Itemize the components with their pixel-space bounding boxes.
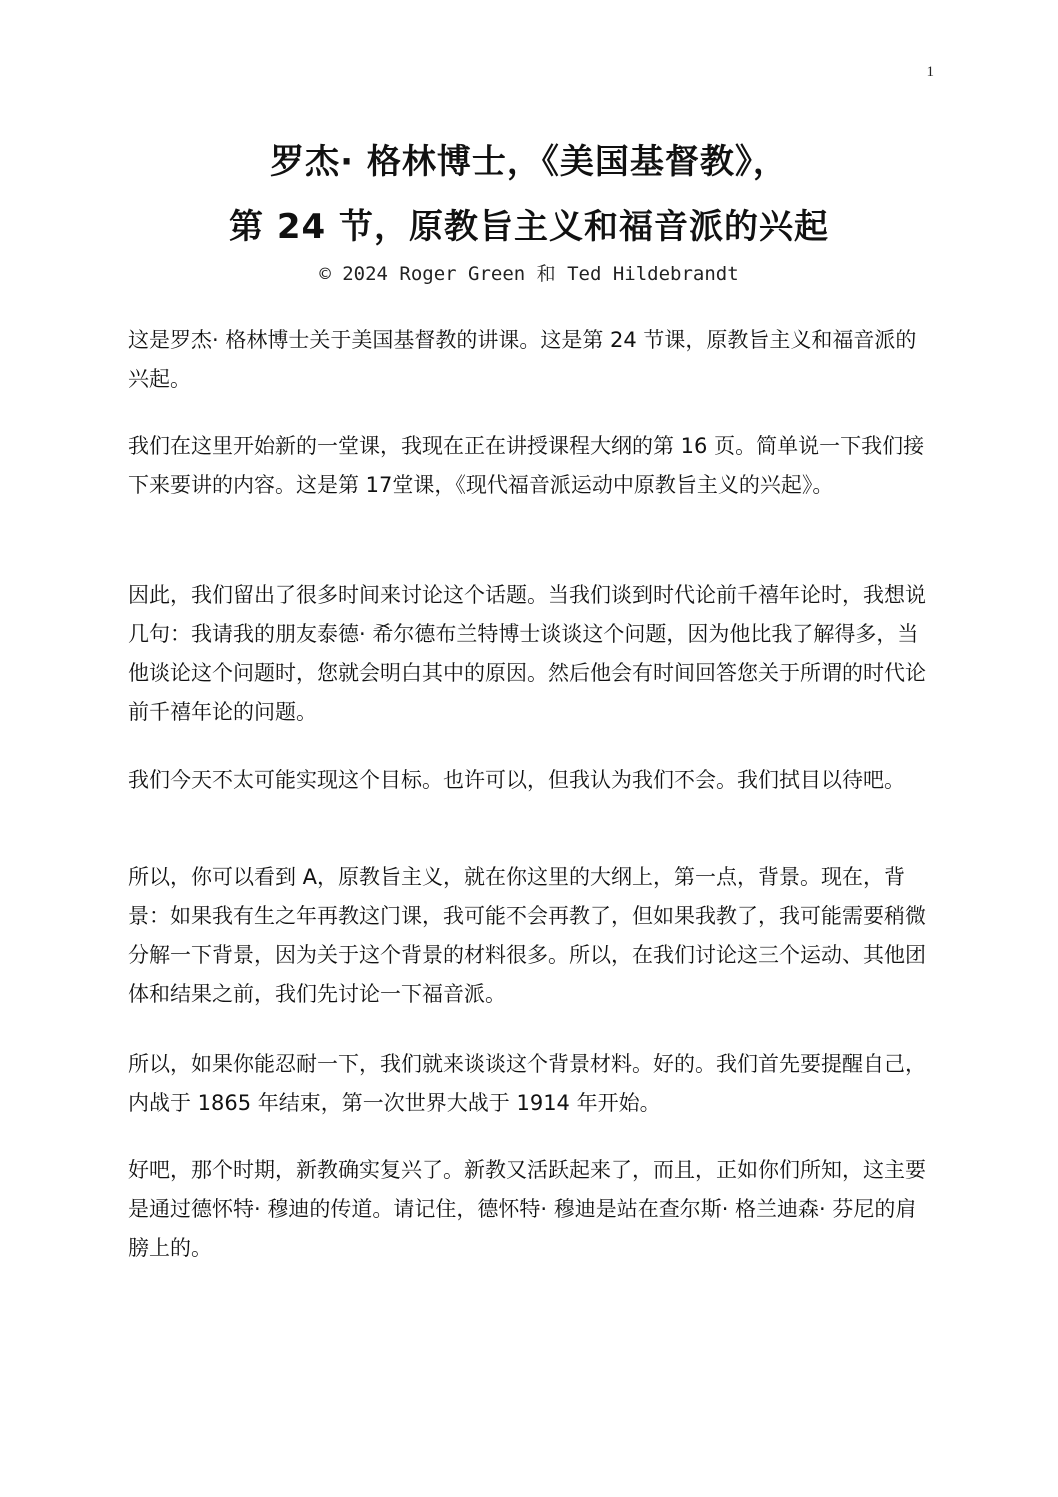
- paragraph-4: 我们今天不太可能实现这个目标。也许可以，但我认为我们不会。我们拭目以待吧。: [128, 768, 905, 792]
- paragraph-2: 我们在这里开始新的一堂课，我现在正在讲授课程大纲的第 16 页。简单说一下我们接下来要讲的内容。这是第 17堂课，《现代福音派运动中原教旨主义的兴起》。: [128, 434, 925, 497]
- copyright-notice: © 2024 Roger Green 和 Ted Hildebrandt: [319, 263, 739, 285]
- paragraph-6: 所以，如果你能忍耐一下，我们就来谈谈这个背景材料。好的。我们首先要提醒自己，内战于 1865 年结束，第一次世界大战于 1914 年开始。: [128, 1052, 926, 1115]
- paragraph-7: 好吧，那个时期，新教确实复兴了。新教又活跃起来了，而且，正如你们所知，这主要是通过德怀特· 穆迪的传道。请记住，德怀特· 穆迪是站在查尔斯· 格兰迪森· 芬尼的肩膀上的。: [128, 1158, 926, 1260]
- paragraph-3: 因此，我们留出了很多时间来讨论这个话题。当我们谈到时代论前千禧年论时，我想说几句：我请我的朋友泰德· 希尔德布兰特博士谈谈这个问题，因为他比我了解得多，当他谈论这个问题时，您就会明白其中的原因。然后他会有时间回答您关于所谓的时代论前千禧年论的问题。: [128, 583, 926, 724]
- page-number: 1: [926, 64, 934, 80]
- paragraph-1: 这是罗杰· 格林博士关于美国基督教的讲课。这是第 24 节课，原教旨主义和福音派的兴起。: [128, 328, 917, 391]
- document-title-line-2: 第 24 节，原教旨主义和福音派的兴起: [229, 207, 829, 247]
- paragraph-5: 所以，你可以看到 A，原教旨主义，就在你这里的大纲上，第一点，背景。现在，背景：如果我有生之年再教这门课，我可能不会再教了，但如果我教了，我可能需要稍微分解一下背景，因为关于这个背景的材料很多。所以，在我们讨论这三个运动、其他团体和结果之前，我们先讨论一下福音派。: [128, 865, 926, 1006]
- document-title-line-1: 罗杰· 格林博士，《美国基督教》，: [270, 142, 788, 182]
